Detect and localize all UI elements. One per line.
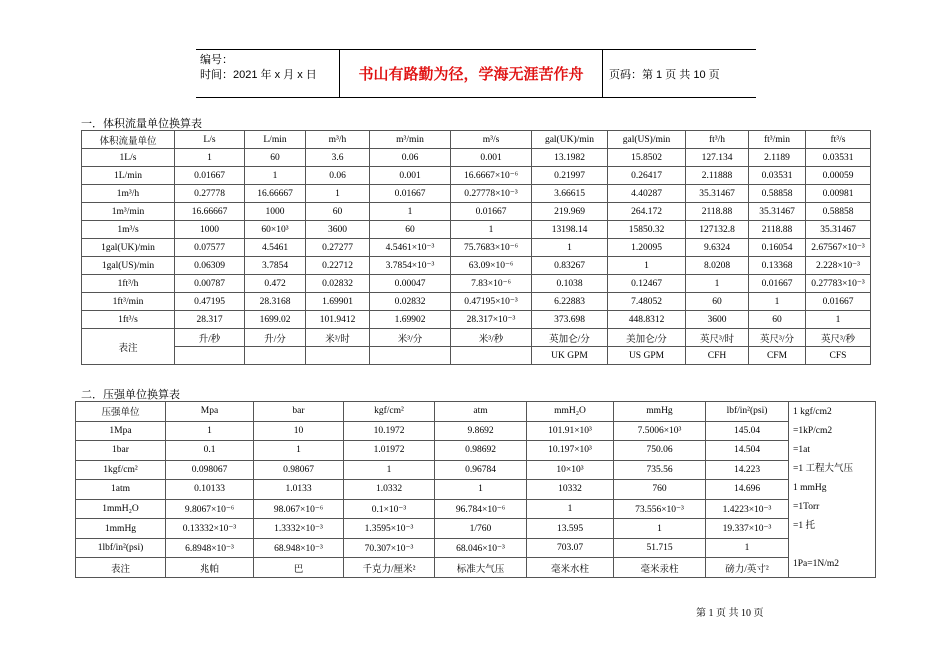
table-cell: 0.06 <box>306 167 370 185</box>
side-note: 1 mmHg <box>793 483 827 493</box>
table-cell: 7.48052 <box>608 293 686 311</box>
table-cell: 1 <box>451 221 532 239</box>
table-cell: 1000 <box>245 203 306 221</box>
table-cell: 0.06 <box>370 149 451 167</box>
side-note: =1Torr <box>793 502 820 512</box>
table-cell: 0.01667 <box>451 203 532 221</box>
table-cell: 60 <box>370 221 451 239</box>
column-header: Mpa <box>166 402 254 422</box>
table-cell: 0.06309 <box>175 257 245 275</box>
table-cell: 735.56 <box>614 460 706 480</box>
row-label: 1atm <box>76 480 166 500</box>
note-cell: 英尺³/时 <box>686 329 749 347</box>
table-cell: 1.0332 <box>344 480 435 500</box>
table-cell: 0.27277 <box>306 239 370 257</box>
table-cell: 3.7854 <box>245 257 306 275</box>
table-cell: 0.21997 <box>532 167 608 185</box>
table-row <box>82 275 871 293</box>
table-cell: 0.00059 <box>806 167 871 185</box>
table-cell: 1 <box>527 499 614 519</box>
table-cell: 6.22883 <box>532 293 608 311</box>
flow-conversion-table <box>81 130 871 365</box>
table-cell: 1 <box>706 538 789 558</box>
row-label: 1m³/min <box>82 203 175 221</box>
table-cell: 4.5461 <box>245 239 306 257</box>
table-cell: 703.07 <box>527 538 614 558</box>
table-cell: 1 <box>608 257 686 275</box>
row-label: 1ft³/s <box>82 311 175 329</box>
column-header: 压强单位 <box>76 402 166 422</box>
table-cell: 2.228×10⁻³ <box>806 257 871 275</box>
table-cell: 1 <box>344 460 435 480</box>
table-row <box>76 460 876 480</box>
table-cell: 0.13332×10⁻³ <box>166 519 254 539</box>
table-cell: 1 <box>435 480 527 500</box>
table-row <box>82 203 871 221</box>
page-footer: 第 1 页 共 10 页 <box>696 608 764 619</box>
table-cell: 373.698 <box>532 311 608 329</box>
table-cell: 73.556×10⁻³ <box>614 499 706 519</box>
column-header: lbf/in²(psi) <box>706 402 789 422</box>
column-header: mmHg <box>614 402 706 422</box>
table-cell: 0.001 <box>451 149 532 167</box>
table-cell: 127132.8 <box>686 221 749 239</box>
column-header: ft³/s <box>806 131 871 149</box>
column-header: kgf/cm² <box>344 402 435 422</box>
table-cell: 16.66667 <box>245 185 306 203</box>
side-note: 1 kgf/cm2 <box>793 407 832 417</box>
note-cell: 升/秒 <box>175 329 245 347</box>
table-cell: 1 <box>166 421 254 441</box>
column-header: ft³/min <box>749 131 806 149</box>
table-cell: 98.067×10⁻⁶ <box>254 499 344 519</box>
row-label: 1gal(UK)/min <box>82 239 175 257</box>
table-cell: 0.58858 <box>806 203 871 221</box>
table-cell: 1.20095 <box>608 239 686 257</box>
table-cell: 127.134 <box>686 149 749 167</box>
row-label: 1L/s <box>82 149 175 167</box>
motto: 书山有路勤为径，学海无涯苦作舟 <box>339 50 603 97</box>
table-cell: 2.11888 <box>686 167 749 185</box>
table-cell: 1 <box>614 519 706 539</box>
table-cell: 14.504 <box>706 441 789 461</box>
table-cell: 0.02832 <box>370 293 451 311</box>
table-cell: 1699.02 <box>245 311 306 329</box>
table-cell: 760 <box>614 480 706 500</box>
table-row <box>82 293 871 311</box>
table-cell: 219.969 <box>532 203 608 221</box>
row-label: 1kgf/cm² <box>76 460 166 480</box>
table-cell: 1.01972 <box>344 441 435 461</box>
table-cell: 0.1×10⁻³ <box>344 499 435 519</box>
side-note: =1kP/cm2 <box>793 426 833 436</box>
table-cell: 0.001 <box>370 167 451 185</box>
column-header: m³/min <box>370 131 451 149</box>
table-cell: 15.8502 <box>608 149 686 167</box>
row-label: 1mmHg <box>76 519 166 539</box>
row-label: 1lbf/in²(psi) <box>76 538 166 558</box>
note-abbr-cell <box>370 347 451 365</box>
table-cell: 0.58858 <box>749 185 806 203</box>
table-cell: 0.00787 <box>175 275 245 293</box>
table-cell: 60 <box>749 311 806 329</box>
table-cell: 750.06 <box>614 441 706 461</box>
table-cell: 1 <box>306 185 370 203</box>
row-label: 1ft³/min <box>82 293 175 311</box>
note-abbr-cell: CFH <box>686 347 749 365</box>
note-abbr-cell: US GPM <box>608 347 686 365</box>
table-cell: 13198.14 <box>532 221 608 239</box>
table-cell: 3.66615 <box>532 185 608 203</box>
table-cell: 13.595 <box>527 519 614 539</box>
table-cell: 0.1 <box>166 441 254 461</box>
page-label: 页码：第 1 页 共 10 页 <box>609 68 720 81</box>
column-header: bar <box>254 402 344 422</box>
note-cell: 米³/秒 <box>451 329 532 347</box>
side-note: 1Pa=1N/m2 <box>793 559 839 569</box>
column-header: 体积流量单位 <box>82 131 175 149</box>
table-cell: 3600 <box>306 221 370 239</box>
table-cell: 15850.32 <box>608 221 686 239</box>
table-cell: 35.31467 <box>686 185 749 203</box>
table-cell: 0.16054 <box>749 239 806 257</box>
table-cell: 28.3168 <box>245 293 306 311</box>
table-cell: 0.27778 <box>175 185 245 203</box>
table-cell: 毫米汞柱 <box>614 558 706 578</box>
table-cell: 千克力/厘米² <box>344 558 435 578</box>
note-abbr-cell: UK GPM <box>532 347 608 365</box>
table-cell: 60 <box>686 293 749 311</box>
table-cell: 1.69901 <box>306 293 370 311</box>
row-label: 1mmH₂O <box>76 499 166 519</box>
column-header: atm <box>435 402 527 422</box>
column-header: L/min <box>245 131 306 149</box>
table-cell: 0.27778×10⁻³ <box>451 185 532 203</box>
table-cell: 96.784×10⁻⁶ <box>435 499 527 519</box>
row-label: 1bar <box>76 441 166 461</box>
table-cell: 1 <box>175 149 245 167</box>
table-row <box>76 519 876 539</box>
row-label: 1L/min <box>82 167 175 185</box>
row-label: 1Mpa <box>76 421 166 441</box>
table-cell: 1.3332×10⁻³ <box>254 519 344 539</box>
table-cell: 1.0133 <box>254 480 344 500</box>
table-cell: 1.4223×10⁻³ <box>706 499 789 519</box>
table-cell: 0.01667 <box>749 275 806 293</box>
table-cell: 145.04 <box>706 421 789 441</box>
table-cell: 264.172 <box>608 203 686 221</box>
table-cell: 0.01667 <box>806 293 871 311</box>
table-cell: 0.22712 <box>306 257 370 275</box>
table-row <box>76 558 876 578</box>
table-cell: 磅力/英寸² <box>706 558 789 578</box>
table-cell: 0.02832 <box>306 275 370 293</box>
table-cell: 0.13368 <box>749 257 806 275</box>
number-label: 编号： <box>200 54 233 66</box>
table-cell: 1.3595×10⁻³ <box>344 519 435 539</box>
table-cell: 68.046×10⁻³ <box>435 538 527 558</box>
table-cell: 35.31467 <box>806 221 871 239</box>
table-header-row <box>76 402 876 422</box>
table-cell: 14.223 <box>706 460 789 480</box>
row-label: 1m³/h <box>82 185 175 203</box>
table-cell: 0.10133 <box>166 480 254 500</box>
table-cell: 兆帕 <box>166 558 254 578</box>
note-cell: 米³/分 <box>370 329 451 347</box>
table-cell: 2118.88 <box>686 203 749 221</box>
table-cell: 毫米水柱 <box>527 558 614 578</box>
side-note: =1 工程大气压 <box>793 464 853 474</box>
table-row <box>82 311 871 329</box>
table-cell: 51.715 <box>614 538 706 558</box>
table-cell: 63.09×10⁻⁶ <box>451 257 532 275</box>
table-cell: 1 <box>245 167 306 185</box>
notes-row <box>82 329 871 347</box>
column-header: mmH₂O <box>527 402 614 422</box>
table-cell: 0.03531 <box>806 149 871 167</box>
table-row <box>82 185 871 203</box>
table-cell: 0.098067 <box>166 460 254 480</box>
table-cell: 0.01667 <box>175 167 245 185</box>
table-cell: 7.5006×10³ <box>614 421 706 441</box>
section1-title: 一．体积流量单位换算表 <box>81 117 202 130</box>
table-row <box>82 221 871 239</box>
table-header-row <box>82 131 871 149</box>
table-cell: 4.40287 <box>608 185 686 203</box>
table-cell: 9.6324 <box>686 239 749 257</box>
table-cell: 0.03531 <box>749 167 806 185</box>
table-cell: 10.197×10³ <box>527 441 614 461</box>
table-cell: 3.7854×10⁻³ <box>370 257 451 275</box>
table-cell: 0.472 <box>245 275 306 293</box>
table-cell: 0.26417 <box>608 167 686 185</box>
table-row <box>76 441 876 461</box>
side-note: =1at <box>793 445 810 455</box>
table-cell: 0.96784 <box>435 460 527 480</box>
note-cell: 英尺³/分 <box>749 329 806 347</box>
table-cell: 448.8312 <box>608 311 686 329</box>
table-cell: 0.83267 <box>532 257 608 275</box>
table-row <box>82 149 871 167</box>
table-cell: 0.47195×10⁻³ <box>451 293 532 311</box>
table-cell: 3600 <box>686 311 749 329</box>
note-cell: 美加仑/分 <box>608 329 686 347</box>
table-cell: 10332 <box>527 480 614 500</box>
table-cell: 0.1038 <box>532 275 608 293</box>
notes-abbr-row <box>82 347 871 365</box>
note-cell: 升/分 <box>245 329 306 347</box>
table-row <box>82 257 871 275</box>
table-cell: 7.83×10⁻⁶ <box>451 275 532 293</box>
table-cell: 28.317×10⁻³ <box>451 311 532 329</box>
pressure-conversion-table <box>75 401 876 578</box>
column-header: ft³/h <box>686 131 749 149</box>
table-row <box>76 538 876 558</box>
table-cell: 标准大气压 <box>435 558 527 578</box>
table-cell: 2118.88 <box>749 221 806 239</box>
table-cell: 10.1972 <box>344 421 435 441</box>
table-cell: 10×10³ <box>527 460 614 480</box>
table-cell: 0.47195 <box>175 293 245 311</box>
table-cell: 19.337×10⁻³ <box>706 519 789 539</box>
table-cell: 8.0208 <box>686 257 749 275</box>
table-cell: 60×10³ <box>245 221 306 239</box>
row-label: 1gal(US)/min <box>82 257 175 275</box>
table-cell: 1000 <box>175 221 245 239</box>
table-cell: 2.67567×10⁻³ <box>806 239 871 257</box>
table-cell: 3.6 <box>306 149 370 167</box>
table-cell: 16.66667 <box>175 203 245 221</box>
table-cell: 1.69902 <box>370 311 451 329</box>
table-cell: 101.91×10³ <box>527 421 614 441</box>
side-notes <box>789 402 876 578</box>
note-cell: 英加仑/分 <box>532 329 608 347</box>
table-cell: 75.7683×10⁻⁶ <box>451 239 532 257</box>
table-cell: 1 <box>532 239 608 257</box>
table-cell: 0.98067 <box>254 460 344 480</box>
table-row <box>76 499 876 519</box>
table-cell: 巴 <box>254 558 344 578</box>
table-cell: 1 <box>370 203 451 221</box>
column-header: m³/s <box>451 131 532 149</box>
table-row <box>82 239 871 257</box>
page-header <box>196 49 756 98</box>
table-cell: 0.07577 <box>175 239 245 257</box>
note-cell: 英尺³/秒 <box>806 329 871 347</box>
table-cell: 0.12467 <box>608 275 686 293</box>
note-cell: 米³/时 <box>306 329 370 347</box>
table-cell: 0.01667 <box>370 185 451 203</box>
table-cell: 14.696 <box>706 480 789 500</box>
side-note: =1 托 <box>793 521 815 531</box>
column-header: gal(US)/min <box>608 131 686 149</box>
table-cell: 60 <box>306 203 370 221</box>
table-cell: 0.00981 <box>806 185 871 203</box>
table-cell: 60 <box>245 149 306 167</box>
notes-label: 表注 <box>82 329 175 365</box>
row-label: 表注 <box>76 558 166 578</box>
note-abbr-cell: CFS <box>806 347 871 365</box>
note-abbr-cell <box>306 347 370 365</box>
note-abbr-cell <box>175 347 245 365</box>
table-cell: 2.1189 <box>749 149 806 167</box>
table-cell: 0.27783×10⁻³ <box>806 275 871 293</box>
note-abbr-cell: CFM <box>749 347 806 365</box>
column-header: L/s <box>175 131 245 149</box>
header-info <box>196 50 339 97</box>
section2-title: 二．压强单位换算表 <box>81 388 180 401</box>
table-cell: 1 <box>806 311 871 329</box>
table-cell: 1 <box>254 441 344 461</box>
table-cell: 0.98692 <box>435 441 527 461</box>
table-row <box>76 480 876 500</box>
table-cell: 1/760 <box>435 519 527 539</box>
table-cell: 13.1982 <box>532 149 608 167</box>
note-abbr-cell <box>245 347 306 365</box>
table-cell: 9.8692 <box>435 421 527 441</box>
table-row <box>82 167 871 185</box>
table-cell: 4.5461×10⁻³ <box>370 239 451 257</box>
table-row <box>76 421 876 441</box>
note-abbr-cell <box>451 347 532 365</box>
table-cell: 101.9412 <box>306 311 370 329</box>
table-cell: 9.8067×10⁻⁶ <box>166 499 254 519</box>
table-cell: 68.948×10⁻³ <box>254 538 344 558</box>
time-label: 时间：2021 年 x 月 x 日 <box>200 69 317 81</box>
column-header: gal(UK)/min <box>532 131 608 149</box>
row-label: 1ft³/h <box>82 275 175 293</box>
table-cell: 70.307×10⁻³ <box>344 538 435 558</box>
column-header: m³/h <box>306 131 370 149</box>
table-cell: 6.8948×10⁻³ <box>166 538 254 558</box>
table-cell: 1 <box>686 275 749 293</box>
table-cell: 35.31467 <box>749 203 806 221</box>
table-cell: 16.6667×10⁻⁶ <box>451 167 532 185</box>
table-cell: 28.317 <box>175 311 245 329</box>
table-cell: 1 <box>749 293 806 311</box>
table-cell: 0.00047 <box>370 275 451 293</box>
side-note <box>793 539 875 558</box>
table-cell: 10 <box>254 421 344 441</box>
row-label: 1m³/s <box>82 221 175 239</box>
